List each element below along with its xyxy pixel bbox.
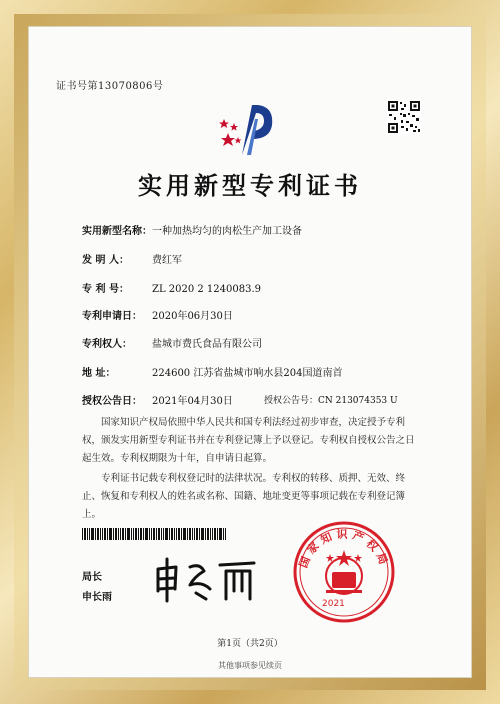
- certificate-number: 证书号第13070806号: [56, 81, 164, 92]
- page-number: 第1页（共2页）: [217, 639, 283, 649]
- field-label: 专利申请日：: [82, 311, 142, 322]
- paragraph-grant-notice: 国家知识产权局依照中华人民共和国专利法经过初步审查，决定授予专利权，颁发实用新型专利证书并在专利登记簿上予以登记。专利权自授权公告之日起生效。专利权期限为十年，自申请日起算。: [82, 417, 415, 464]
- barcode-icon: [82, 528, 226, 540]
- field-value: 盐城市费氏食品有限公司: [152, 339, 262, 350]
- paragraph-legal-status: 专利证书记载专利权登记时的法律状况。专利权的转移、质押、无效、终止、恢复和专利权人的姓名或名称、国籍、地址变更等事项记载在专利登记簿上。: [82, 473, 406, 520]
- grant-notice-number: 授权公告号：CN 213074353 U: [264, 396, 398, 406]
- utility-model-name-field: [82, 222, 302, 237]
- field-value: 2021年04月30日: [152, 396, 233, 407]
- field-label: 专利权人：: [82, 339, 132, 350]
- inventor-field: [82, 251, 182, 266]
- director-name: 申长雨: [82, 592, 112, 603]
- continuation-note: 其他事项参见续页: [218, 661, 282, 670]
- field-label: 发 明 人：: [82, 255, 129, 266]
- qr-code-icon: [387, 100, 421, 134]
- cnipa-logo-icon: [214, 99, 280, 159]
- field-value: ZL 2020 2 1240083.9: [152, 284, 262, 295]
- director-title: 局长: [82, 572, 102, 583]
- grant-date-field: [82, 392, 233, 407]
- official-seal: [292, 520, 396, 624]
- field-value: 一种加热均匀的肉松生产加工设备: [152, 226, 302, 237]
- field-value: 224600 江苏省盐城市响水县204国道南首: [152, 368, 343, 379]
- svg-text:国家知识产权局: 国家知识产权局: [296, 527, 392, 570]
- patentee-field: [82, 335, 262, 350]
- field-label: 地 址：: [82, 368, 116, 379]
- certificate-title: 实用新型专利证书: [138, 171, 362, 200]
- address-field: [82, 364, 342, 379]
- seal-number: 2021: [322, 599, 345, 609]
- field-label: 授权公告日：: [82, 396, 142, 407]
- application-date-field: [82, 307, 233, 322]
- field-value: 2020年06月30日: [152, 311, 233, 322]
- patent-number-field: [82, 280, 261, 295]
- field-label: 实用新型名称：: [82, 226, 152, 237]
- field-value: 费红军: [152, 255, 182, 266]
- handwritten-signature: [150, 555, 260, 603]
- field-label: 专 利 号：: [82, 284, 129, 295]
